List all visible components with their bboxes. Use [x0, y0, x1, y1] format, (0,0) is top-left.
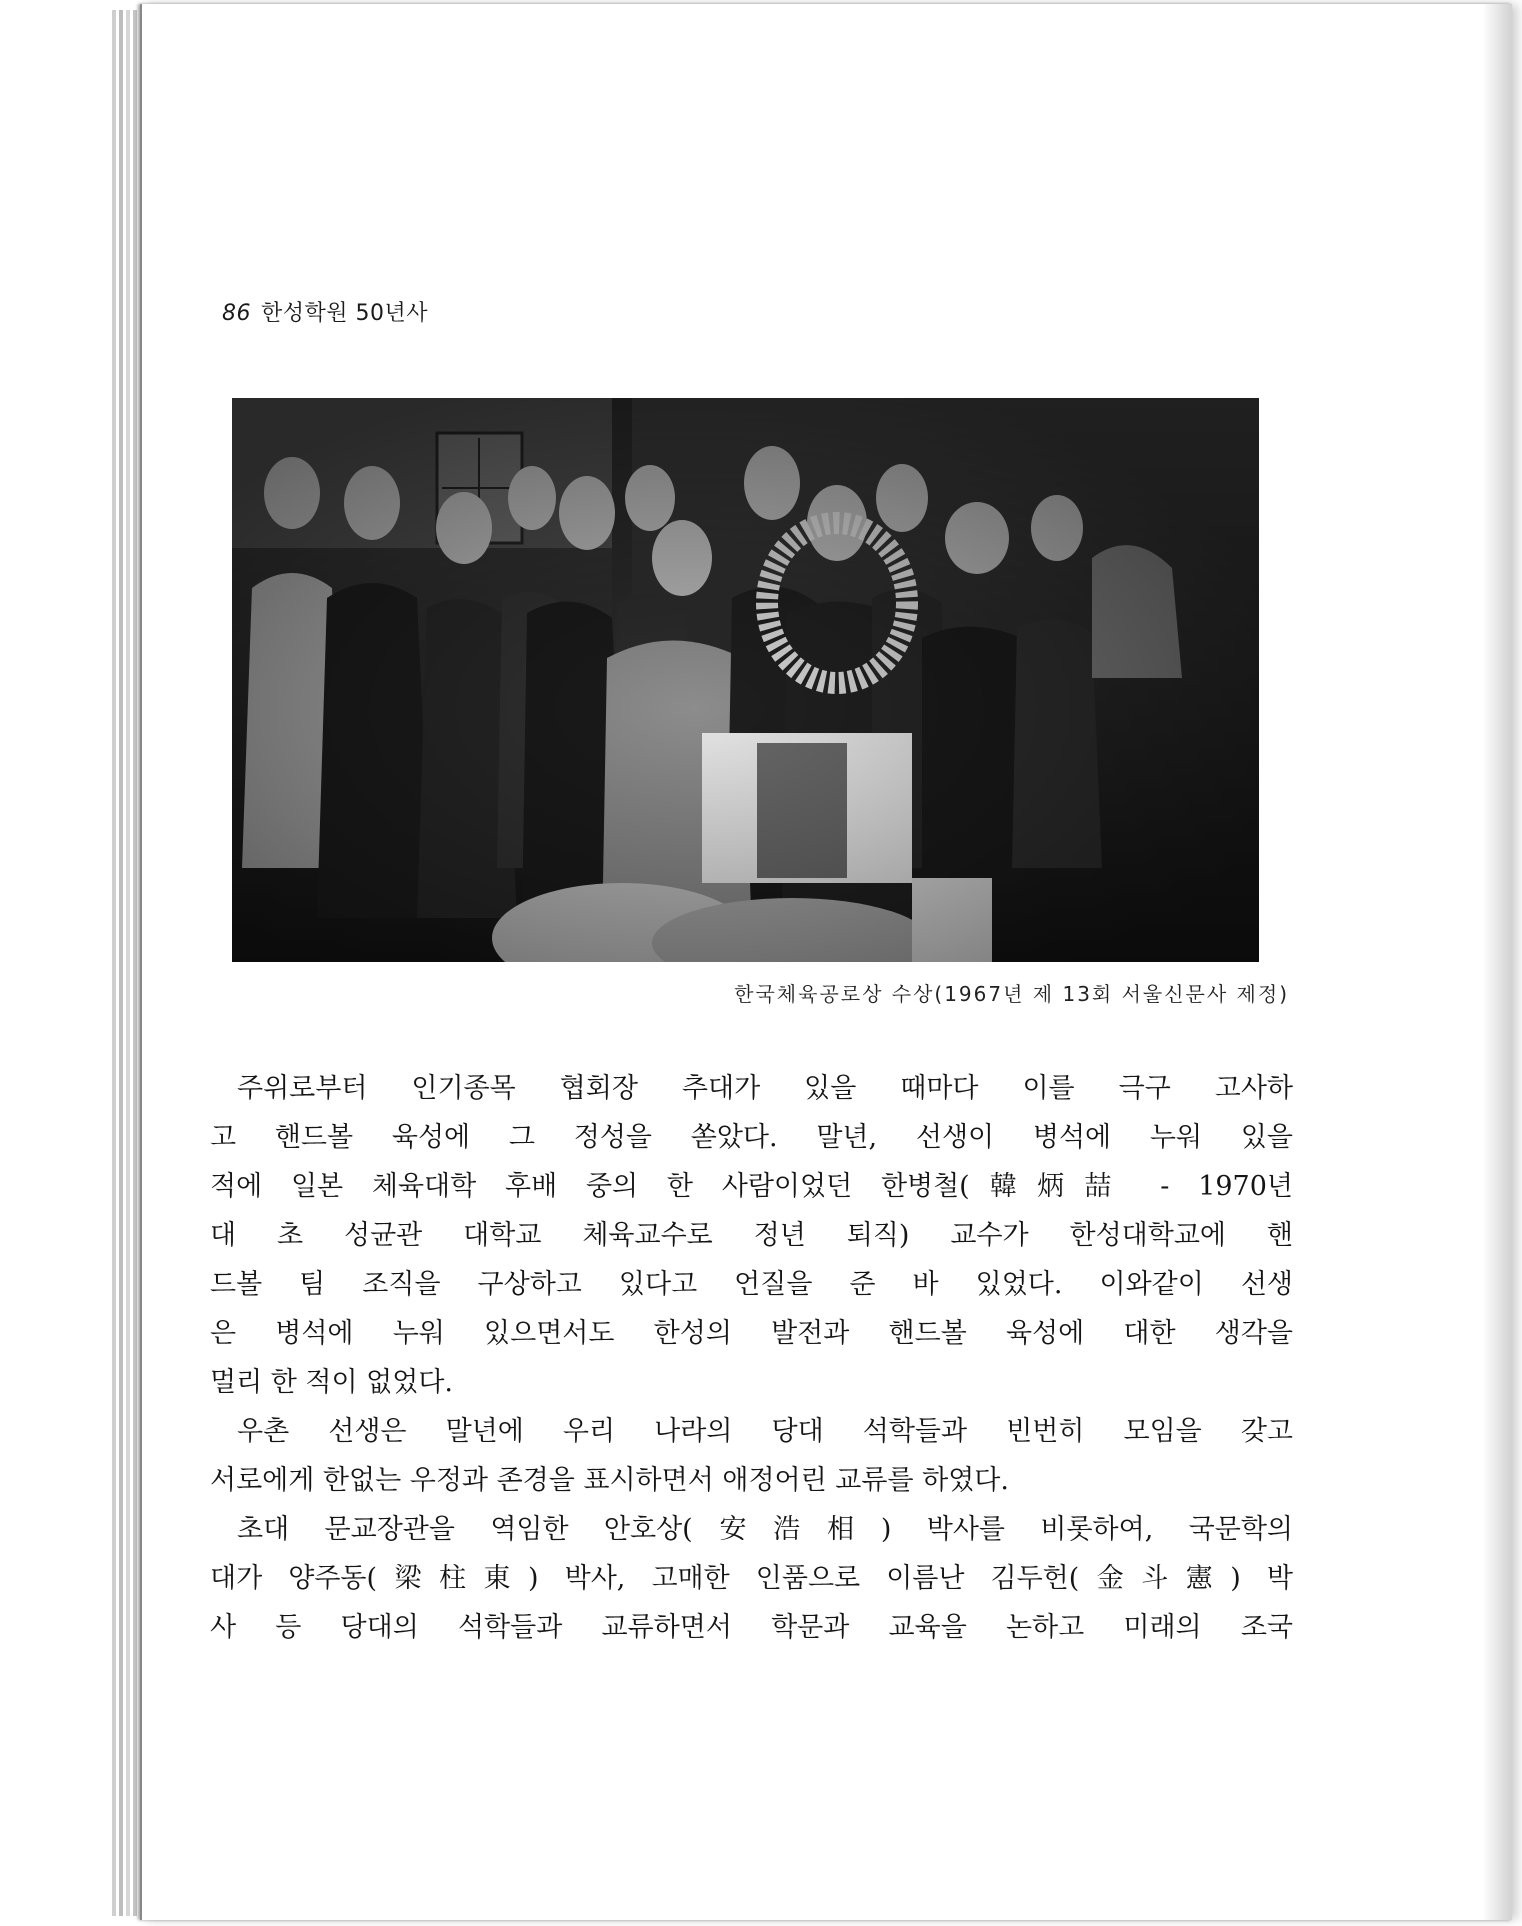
text-line: 우촌 선생은 말년에 우리 나라의 당대 석학들과 빈번히 모임을 갖고 [237, 1416, 1293, 1447]
running-head [222, 296, 428, 327]
text-line: 적에 일본 체육대학 후배 중의 한 사람이었던 한병철(韓炳喆 - 1970년 [210, 1171, 1293, 1202]
page-gutter-shade [1482, 4, 1512, 1920]
photo-caption: 한국체육공로상 수상(1967년 제 13회 서울신문사 제정) [734, 982, 1289, 1006]
body-text [210, 1064, 1293, 1652]
text-line: 고 핸드볼 육성에 그 정성을 쏟았다. 말년, 선생이 병석에 누워 있을 [210, 1122, 1293, 1153]
group-photo [232, 398, 1259, 962]
group-photo-image [232, 398, 1259, 962]
text-line: 대가 양주동(梁柱東) 박사, 고매한 인품으로 이름난 김두헌(金斗憲) 박 [210, 1563, 1293, 1594]
text-line: 서로에게 한없는 우정과 존경을 표시하면서 애정어린 교류를 하였다. [210, 1465, 1009, 1496]
text-line: 초대 문교장관을 역임한 안호상(安浩相) 박사를 비롯하여, 국문학의 [237, 1514, 1293, 1545]
text-line: 은 병석에 누워 있으면서도 한성의 발전과 핸드볼 육성에 대한 생각을 [210, 1318, 1293, 1349]
text-line: 대 초 성균관 대학교 체육교수로 정년 퇴직) 교수가 한성대학교에 핸 [210, 1220, 1293, 1251]
page-number: 86 [222, 301, 251, 326]
book-title: 한성학원 50년사 [261, 301, 428, 326]
text-line: 멀리 한 적이 없었다. [210, 1367, 453, 1398]
text-line: 드볼 팀 조직을 구상하고 있다고 언질을 준 바 있었다. 이와같이 선생 [210, 1269, 1293, 1300]
text-line: 주위로부터 인기종목 협회장 추대가 있을 때마다 이를 극구 고사하 [237, 1073, 1293, 1104]
text-line: 사 등 당대의 석학들과 교류하면서 학문과 교육을 논하고 미래의 조국 [210, 1612, 1293, 1643]
